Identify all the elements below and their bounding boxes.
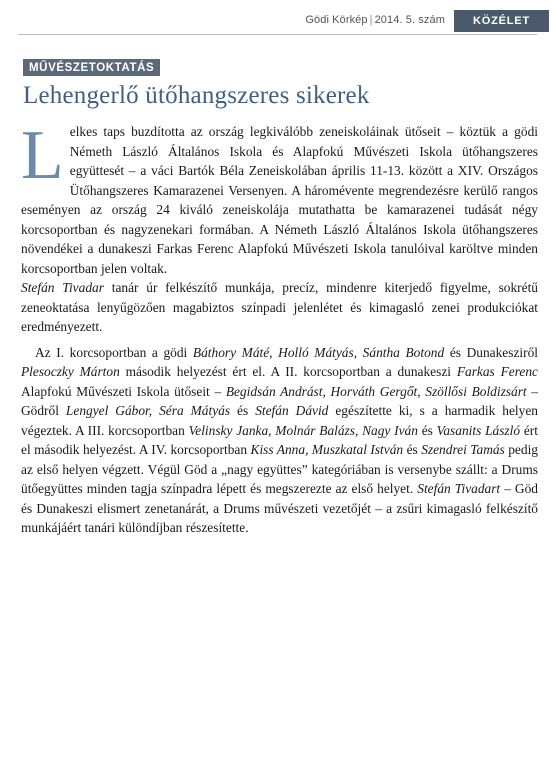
student-names: Vasanits László xyxy=(436,422,521,438)
paragraph-3 xyxy=(21,343,538,538)
meta-separator: | xyxy=(369,14,373,26)
student-names: Báthory Máté, Holló Mátyás, Sántha Botond xyxy=(192,344,445,360)
article-title: Lehengerlő ütőhangszeres sikerek xyxy=(23,82,370,109)
text-run: Alapfokú Művészeti Iskola ütőseit – xyxy=(21,383,226,399)
text-run: Az I. korcsoportban a gödi xyxy=(35,344,193,360)
header-divider xyxy=(18,34,537,35)
text-run: ért el második helyezést. A IV. korcsoportban xyxy=(21,422,538,457)
text-run: és Dunakesziről xyxy=(444,344,538,360)
student-names: Velinsky Janka, Molnár Balázs, Nagy Iván xyxy=(188,422,418,438)
text-run: egészítette ki, s a harmadik helyen végeztek. A III. korcsoportban xyxy=(21,403,538,438)
text-run: és xyxy=(417,422,437,438)
paragraph-1-text: elkes taps buzdította az ország legkiválóbb zeneiskoláinak ütőseit – köztük a gödi Németh László Általános Iskola és Alapfokú Művészeti Iskola ütőhangszeres együttesét – a váci Bartók Béla Zeneiskolában április 11-13. között a XIV. Országos Ütőhangszeres Kamarazenei Versenyen. A háromévente megrendezésre kerülő rangos eseményen az ország 24 kiváló zeneiskolája mutathatta be kamarazenei tudását négy korcsoportban és nagyzenekari formában. A Németh László Általános Iskola ütőhangszeres növendékei a dunakeszi Farkas Ferenc Alapfokú Művészeti Iskola tanulóival karöltve minden korcsoportban jelen voltak. xyxy=(21,124,538,276)
page-header xyxy=(0,10,555,34)
student-names: Stefán Dávid xyxy=(255,403,329,418)
student-names: Lengyel Gábor, Séra Mátyás xyxy=(65,403,231,418)
student-names: Begidsán Andrást, Horváth Gergőt, Szöllősi Boldizsárt xyxy=(225,383,527,399)
paragraph-2 xyxy=(21,278,538,337)
section-label: KÖZÉLET xyxy=(454,10,549,32)
text-run: második helyezést ért el. A II. korcsoportban a dunakeszi xyxy=(119,364,457,379)
article-body xyxy=(21,117,539,538)
text-run: és xyxy=(230,403,256,418)
publication-name: Gödi Körkép xyxy=(305,14,368,26)
student-names: Plesoczky Márton xyxy=(21,364,120,379)
text-run: – Gödről xyxy=(21,383,539,418)
student-names: Kiss Anna, Muszkatal István xyxy=(250,442,404,457)
drop-cap: L xyxy=(21,117,64,194)
text-run: pedig az első helyen végzett. Végül Göd a „nagy együttes” kategóriában is versenybe szállt: a Drums ütőegyüttes minden tagja színpadra lépett és megszerezte az első helyet. xyxy=(21,442,538,496)
paragraph-2-text: tanár úr felkészítő munkája, precíz, mindenre kiterjedő figyelme, sokrétű zeneoktatása lenyűgözően magabiztos színpadi jelenlétet és kimagasló zenei produkciókat eredményezett. xyxy=(21,280,538,334)
paragraph-1 xyxy=(21,117,538,278)
article xyxy=(21,58,538,538)
school-name: Farkas Ferenc xyxy=(456,364,538,379)
student-names: Szendrei Tamás xyxy=(421,442,505,457)
text-run: és xyxy=(403,442,422,457)
teacher-name: Stefán Tivadart xyxy=(417,481,501,496)
publication-meta xyxy=(305,14,445,26)
issue-number: 2014. 5. szám xyxy=(374,14,445,26)
teacher-name: Stefán Tivadar xyxy=(21,280,104,295)
category-badge: MŰVÉSZETOKTATÁS xyxy=(23,59,160,76)
text-run: – Göd és Dunakeszi elismert zenetanárát, a Drums művészeti vezetőjét – a zsűri kimagasló felkészítő munkájáért tanári különdíjban részesítette. xyxy=(21,481,538,535)
